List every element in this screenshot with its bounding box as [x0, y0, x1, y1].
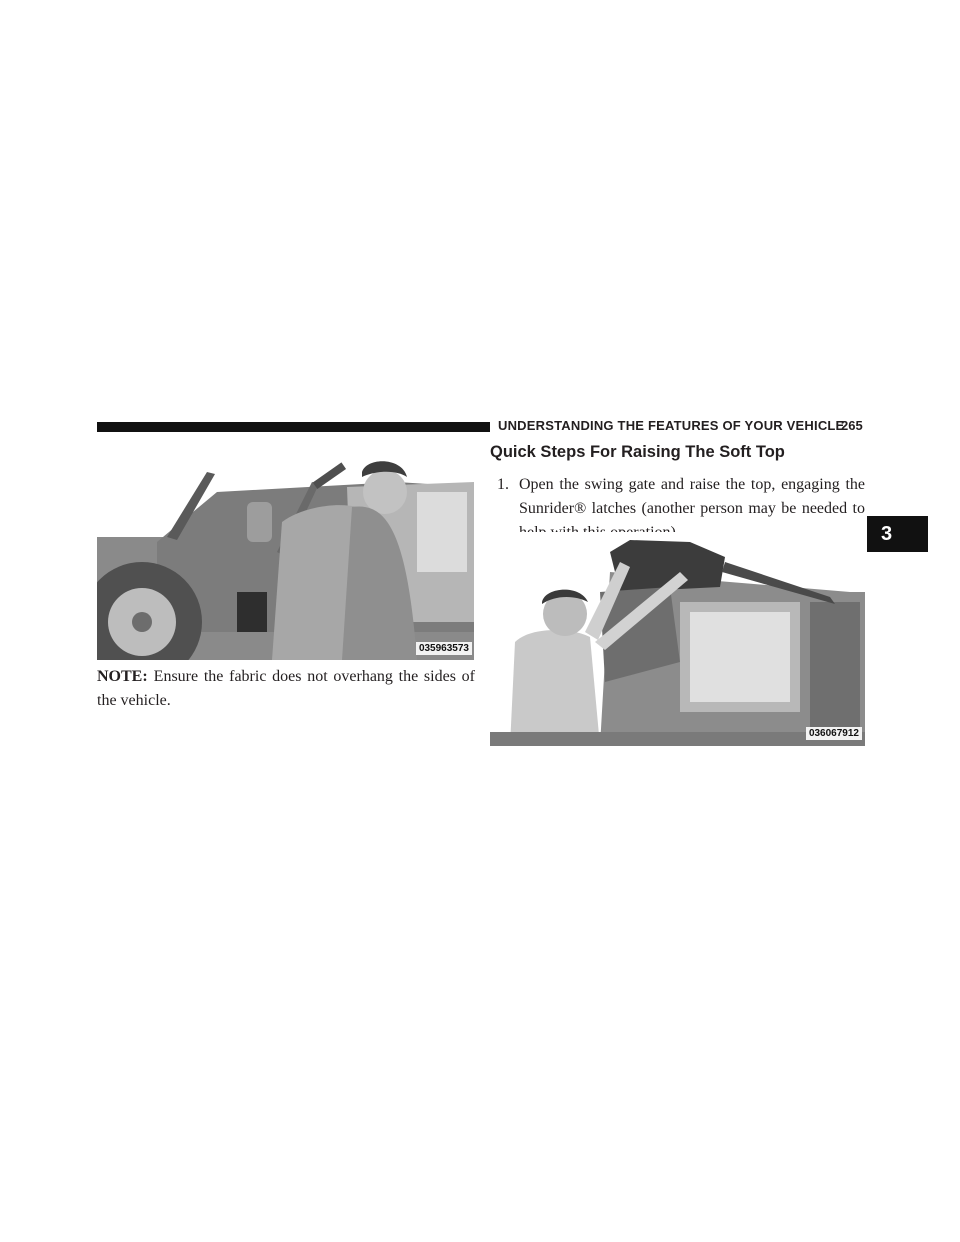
figure-code: 036067912 — [806, 727, 862, 740]
note-label: NOTE: — [97, 668, 148, 685]
figure-code: 035963573 — [416, 642, 472, 655]
figure-soft-top-lowering — [97, 432, 474, 660]
chapter-tab[interactable]: 3 — [867, 516, 928, 552]
person-raising-soft-top-illustration — [490, 532, 865, 746]
header-rule — [97, 422, 490, 432]
section-heading: Quick Steps For Raising The Soft Top — [490, 443, 785, 461]
note-paragraph — [97, 665, 475, 713]
step-number: 1. — [497, 476, 509, 493]
step-text: Open the swing gate and raise the top, engaging the Sunrider® latches (another person may be needed to — [519, 476, 865, 517]
figure-soft-top-raising — [490, 532, 865, 746]
person-lowering-soft-top-illustration — [97, 432, 474, 660]
running-header-title: UNDERSTANDING THE FEATURES OF YOUR VEHICLE — [498, 418, 845, 433]
page-number: 265 — [841, 418, 863, 433]
note-text: Ensure the fabric does not overhang the sides of the vehicle. — [97, 668, 475, 709]
